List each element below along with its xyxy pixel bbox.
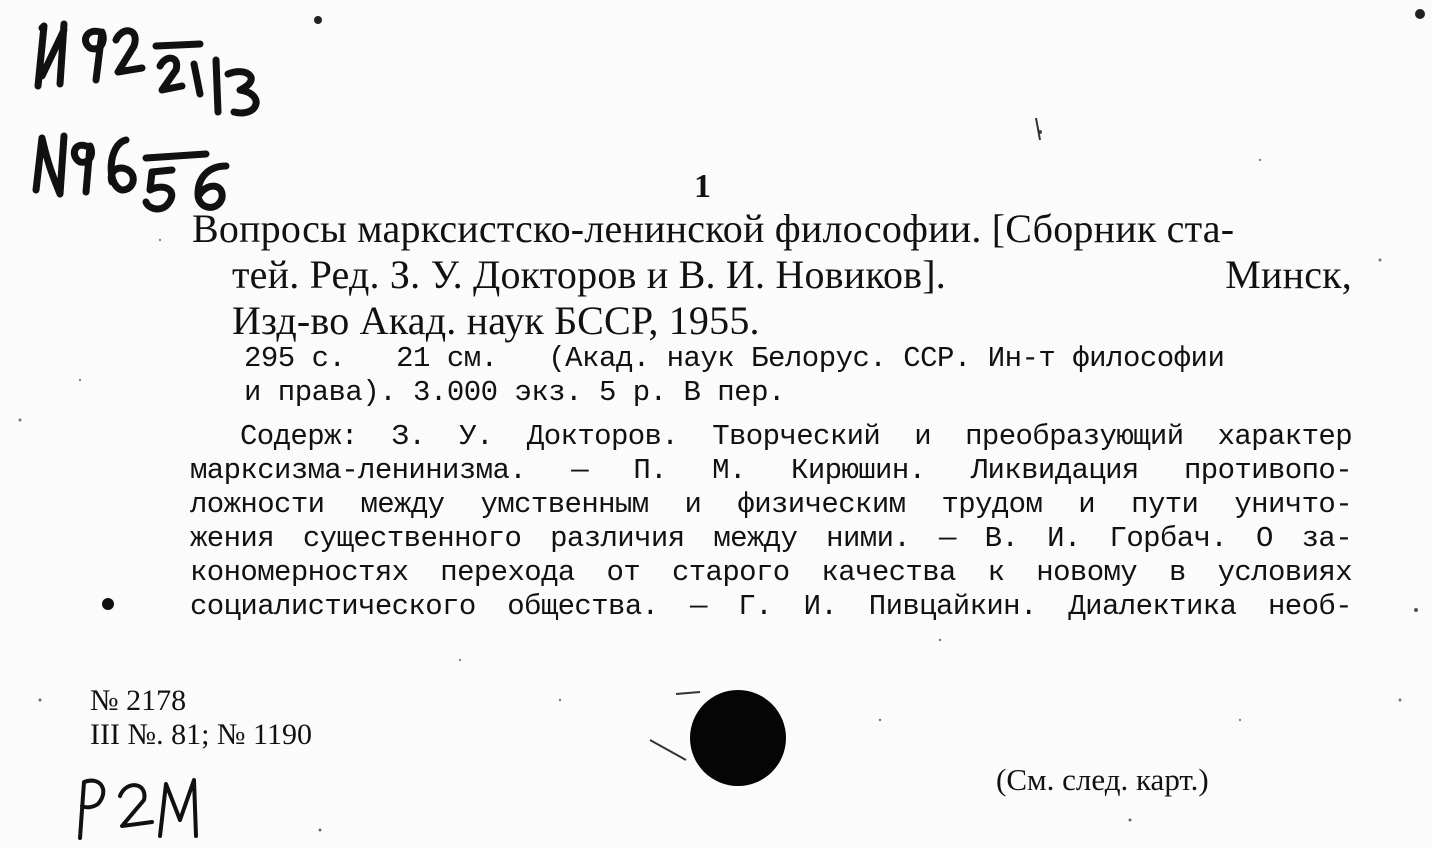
title-editors: тей. Ред. З. У. Докторов и В. И. Новиков].	[232, 252, 946, 297]
title-statement	[192, 206, 1352, 344]
card-sequence-number: 1	[694, 168, 711, 205]
handwritten-stamp	[70, 770, 220, 842]
handwritten-shelfmark	[30, 14, 280, 214]
accession-numbers	[90, 684, 312, 752]
punch-hole	[690, 690, 786, 786]
contents-line: марксизма-ленинизма. — П. М. Кирюшин. Ликвидация противопо-	[190, 454, 1352, 487]
contents-line: социалистического общества. — Г. И. Пивцайкин. Диалектика необ-	[190, 590, 1352, 623]
physical-description-line-2: и права). 3.000 экз. 5 р. В пер.	[244, 376, 785, 409]
accession-line-1: № 2178	[90, 684, 187, 717]
contents-line: жения существенного различия между ними. — В. И. Горбач. О за-	[190, 522, 1352, 555]
physical-description	[244, 342, 1354, 410]
accession-line-2: III №. 81; № 1190	[90, 718, 312, 751]
title-line-1-text: Вопросы марксистско-ленинской философии. [Сборник ста-	[192, 206, 1235, 251]
contents-line: кономерностях перехода от старого качества к новому в условиях	[190, 556, 1352, 589]
title-line-2	[192, 252, 1352, 298]
contents-note	[190, 420, 1352, 624]
physical-description-line-1: 295 с. 21 см. (Акад. наук Белорус. ССР. Ин-т философии	[244, 342, 1225, 375]
title-publisher: Изд-во Акад. наук БССР, 1955.	[232, 298, 760, 343]
title-place: Минск,	[1225, 252, 1352, 297]
contents-line: ложности между умственным и физическим трудом и пути уничто-	[190, 488, 1352, 521]
title-line-3	[192, 298, 1352, 344]
title-line-1	[192, 206, 1352, 252]
continued-note: (См. след. карт.)	[996, 762, 1209, 797]
contents-line: Содерж: З. У. Докторов. Творческий и преобразующий характер	[240, 420, 1352, 453]
